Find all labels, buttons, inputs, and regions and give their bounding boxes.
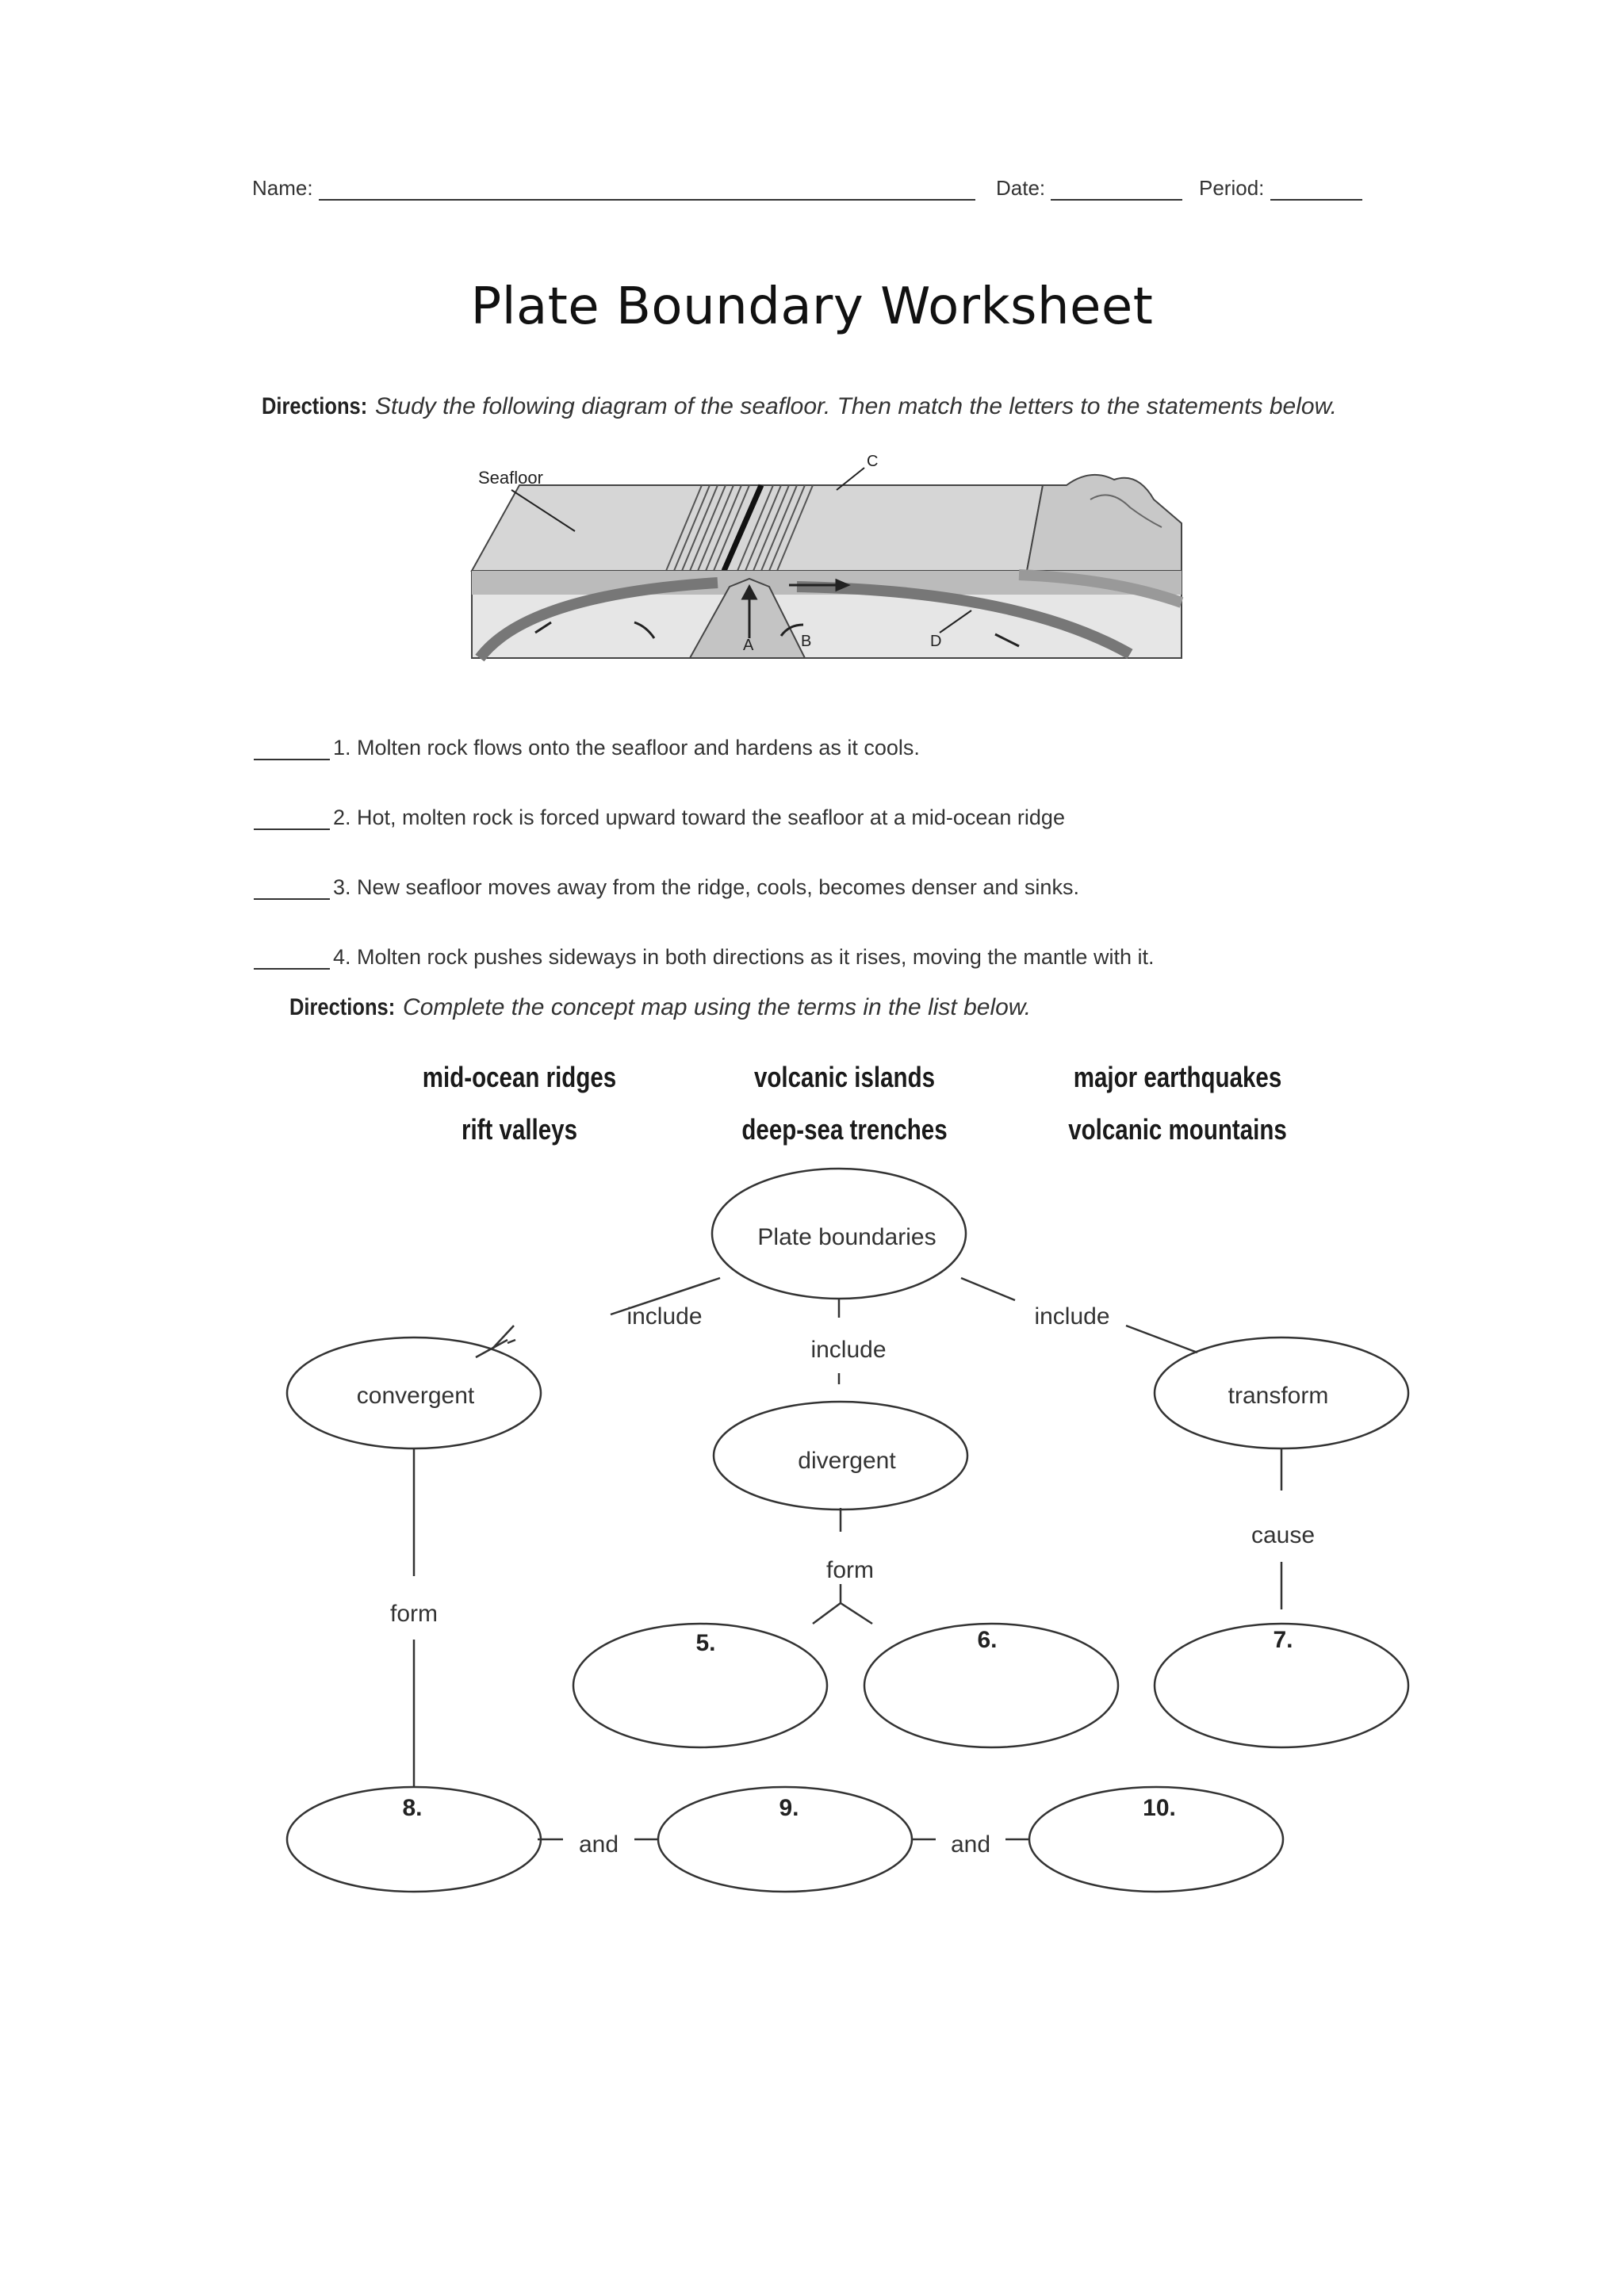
node-5-number: 5. <box>695 1630 716 1656</box>
directions-1-text: Study the following diagram of the seafloor. Then match the letters to the statements below. <box>375 393 1337 419</box>
seafloor-label: Seafloor <box>478 468 543 488</box>
node-divergent-label: divergent <box>798 1448 896 1474</box>
period-label: Period: <box>1199 176 1265 200</box>
node-convergent-label: convergent <box>356 1383 475 1409</box>
node-6-number: 6. <box>977 1627 998 1653</box>
node-7-number: 7. <box>1273 1627 1293 1653</box>
statement-1-text: 1. Molten rock flows onto the seafloor and hardens as it cools. <box>333 736 920 760</box>
letter-d: D <box>930 633 942 650</box>
date-label: Date: <box>996 176 1046 200</box>
term-deep-sea-trenches: deep-sea trenches <box>741 1113 948 1146</box>
letter-a: A <box>743 637 754 654</box>
term-mid-ocean-ridges: mid-ocean ridges <box>422 1061 617 1093</box>
statement-4-text: 4. Molten rock pushes sideways in both directions as it rises, moving the mantle with it. <box>333 945 1155 969</box>
link-include-center: include <box>810 1337 887 1363</box>
term-major-earthquakes: major earthquakes <box>1073 1061 1282 1093</box>
name-label: Name: <box>252 176 313 200</box>
node-8-number: 8. <box>402 1795 423 1821</box>
term-rift-valleys: rift valleys <box>461 1113 578 1146</box>
node-9-number: 9. <box>779 1795 799 1821</box>
node-root-label: Plate boundaries <box>757 1224 936 1250</box>
link-cause: cause <box>1251 1522 1316 1548</box>
directions-2-label: Directions: <box>289 994 396 1020</box>
letter-b: B <box>801 633 812 650</box>
node-transform-label: transform <box>1228 1383 1329 1409</box>
node-10-number: 10. <box>1143 1795 1176 1821</box>
link-form-left: form <box>390 1601 438 1627</box>
directions-1-label: Directions: <box>262 393 368 419</box>
link-form-center: form <box>826 1557 874 1583</box>
page-title: Plate Boundary Worksheet <box>470 277 1154 336</box>
link-and-1: and <box>578 1831 619 1858</box>
statement-2-text: 2. Hot, molten rock is forced upward toward the seafloor at a mid-ocean ridge <box>333 806 1065 829</box>
letter-c: C <box>867 453 879 470</box>
term-volcanic-mountains: volcanic mountains <box>1068 1113 1287 1146</box>
link-include-left: include <box>626 1303 703 1330</box>
term-volcanic-islands: volcanic islands <box>753 1061 936 1093</box>
link-include-right: include <box>1034 1303 1110 1330</box>
link-and-2: and <box>950 1831 991 1858</box>
directions-2-text: Complete the concept map using the terms in the list below. <box>403 994 1032 1020</box>
statement-3-text: 3. New seafloor moves away from the ridge, cools, becomes denser and sinks. <box>333 875 1079 899</box>
